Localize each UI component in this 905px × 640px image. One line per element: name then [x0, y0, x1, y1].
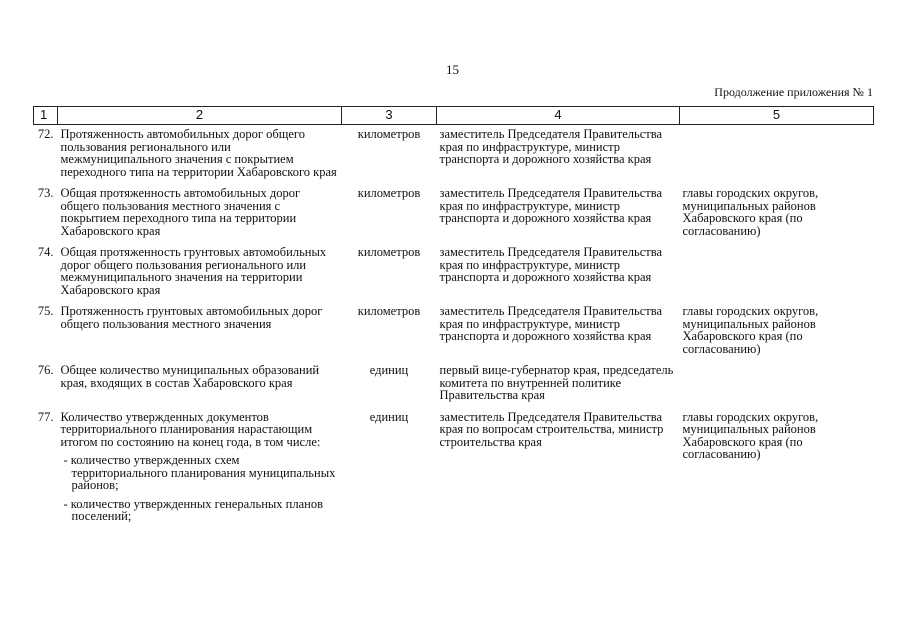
coexecutor: [680, 243, 874, 302]
responsible-person: первый вице-губернатор края, председатель комитета по внутренней политике Правительства края: [439, 363, 674, 402]
row-number: 73.: [37, 186, 54, 200]
page-number: 15: [446, 62, 459, 77]
sub-indicator: - количество утвержденных генеральных планов поселений;: [63, 496, 323, 523]
responsible-person: заместитель Председателя Правительства края по инфраструктуре, министр транспорта и дорожного хозяйства края: [439, 186, 663, 225]
table-row: [34, 361, 874, 408]
row-number: 77.: [37, 409, 54, 424]
indicator-name: Общая протяженность автомобильных дорог общего пользования местного значения с покрытием переходного типа на территории Хабаровского края: [60, 186, 301, 238]
unit-of-measure: километров: [357, 186, 421, 200]
unit-of-measure: единиц: [369, 409, 409, 424]
table-row: [34, 302, 874, 361]
responsible-person: заместитель Председателя Правительства края по инфраструктуре, министр транспорта и дорожного хозяйства края: [439, 127, 663, 166]
column-header-4: 4: [437, 107, 680, 125]
column-header-5: 5: [680, 107, 874, 125]
table-row: [34, 243, 874, 302]
unit-of-measure: единиц: [369, 363, 409, 377]
table-row: [34, 184, 874, 243]
indicator-cell: [58, 408, 342, 529]
responsible-person: заместитель Председателя Правительства края по инфраструктуре, министр транспорта и дорожного хозяйства края: [439, 304, 663, 343]
row-number: 75.: [37, 304, 54, 318]
indicator-name: Количество утвержденных документов территориального планирования нарастающим итогом по состоянию на конец года, в том числе:: [60, 409, 321, 449]
indicators-table: [33, 106, 874, 529]
row-number: 76.: [37, 363, 54, 377]
coexecutor: главы городских округов, муниципальных районов Хабаровского края (по согласованию): [682, 186, 819, 238]
sub-indicator: - количество утвержденных схем территориального планирования муниципальных районов;: [63, 453, 336, 492]
column-header-1: 1: [34, 107, 58, 125]
table-row: [34, 408, 874, 529]
coexecutor: [680, 125, 874, 185]
coexecutor: главы городских округов, муниципальных районов Хабаровского края (по согласованию): [682, 409, 819, 461]
unit-of-measure: километров: [357, 304, 421, 318]
coexecutor: главы городских округов, муниципальных районов Хабаровского края (по согласованию): [682, 304, 819, 356]
indicator-name: Протяженность автомобильных дорог общего пользования регионального или межмуниципального значения с покрытием переходного типа на территории Хабаровского края: [60, 127, 337, 179]
responsible-person: заместитель Председателя Правительства края по вопросам строительства, министр строительства края: [439, 409, 664, 449]
indicator-name: Протяженность грунтовых автомобильных дорог общего пользования местного значения: [60, 304, 323, 331]
coexecutor: [680, 361, 874, 408]
responsible-person: заместитель Председателя Правительства края по инфраструктуре, министр транспорта и дорожного хозяйства края: [439, 245, 663, 284]
row-number: 72.: [37, 127, 54, 141]
table-header: [34, 107, 874, 125]
unit-of-measure: километров: [357, 245, 421, 259]
row-number: 74.: [37, 245, 54, 259]
continuation-label: Продолжение приложения № 1: [714, 85, 873, 99]
indicator-name: Общая протяженность грунтовых автомобильных дорог общего пользования регионального или межмуниципального значения на территории Хабаровского края: [60, 245, 327, 297]
column-header-3: 3: [342, 107, 437, 125]
table-row: [34, 125, 874, 185]
indicator-name: Общее количество муниципальных образований края, входящих в состав Хабаровского края: [60, 363, 320, 390]
unit-of-measure: километров: [357, 127, 421, 141]
column-header-2: 2: [58, 107, 342, 125]
